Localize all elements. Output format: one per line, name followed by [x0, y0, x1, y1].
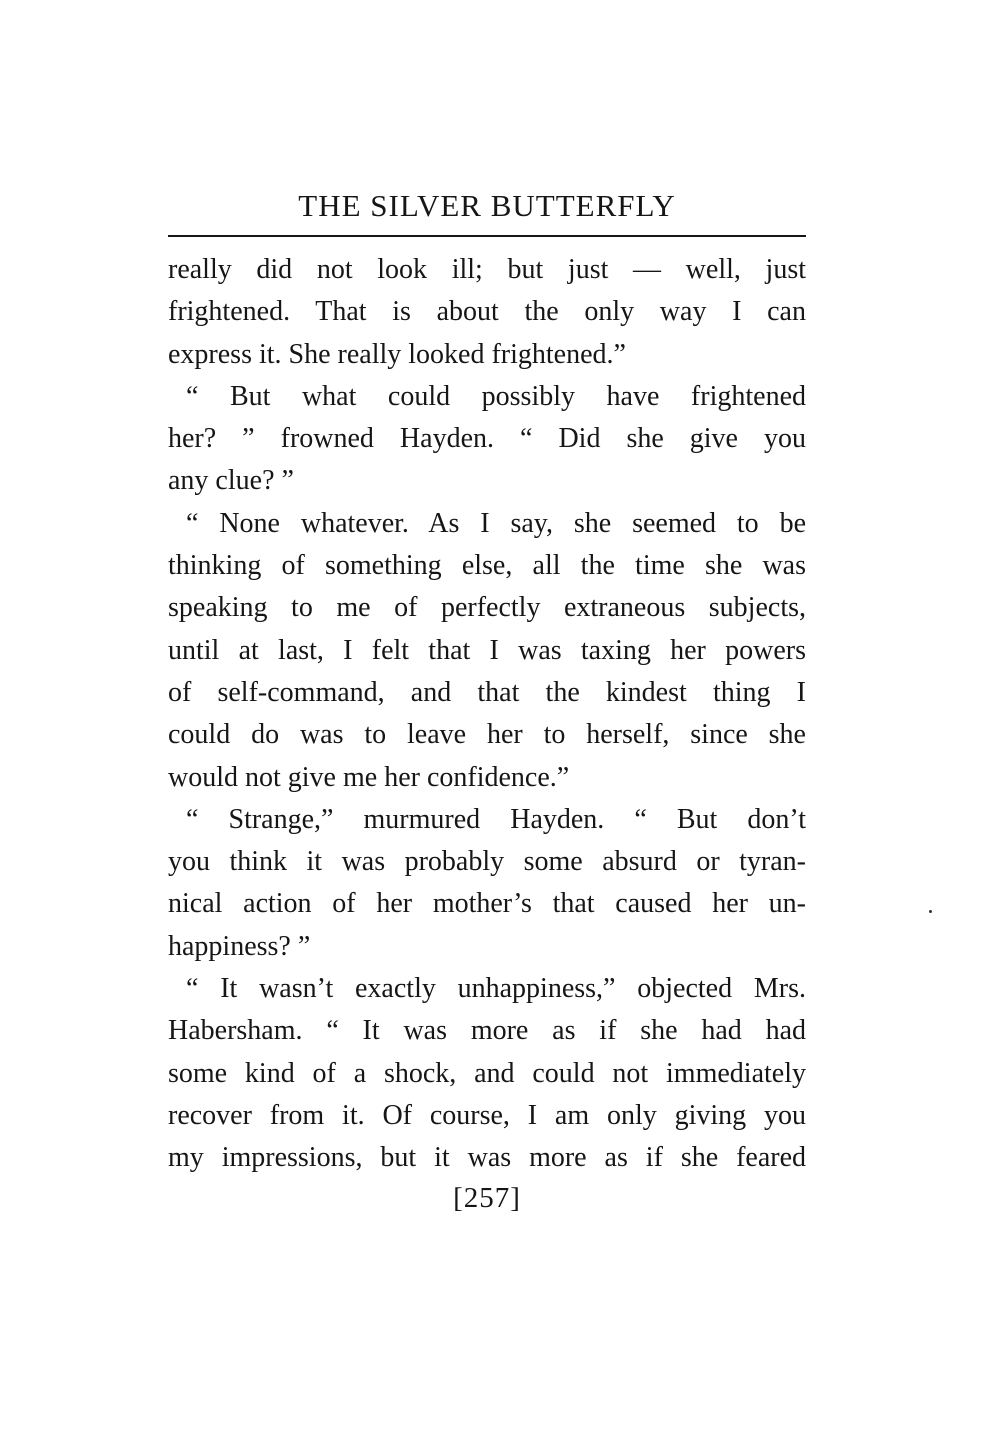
text-line: could do was to leave her to herself, since she [168, 719, 806, 751]
text-line: Habersham. “ It was more as if she had had [168, 1015, 806, 1047]
page-number: [257] [453, 1182, 521, 1214]
text-line: until at last, I felt that I was taxing her powers [168, 634, 806, 666]
body-text [168, 249, 806, 1180]
text-line: would not give me her confidence.” [168, 761, 570, 793]
text-line: my impressions, but it was more as if she feared [168, 1142, 806, 1174]
text-line: express it. She really looked frightened.” [168, 338, 626, 370]
header-rule [168, 235, 806, 237]
text-line: happiness? ” [168, 930, 311, 962]
text-line: frightened. That is about the only way I can [168, 296, 806, 328]
text-line: recover from it. Of course, I am only giving you [168, 1099, 806, 1131]
text-line: some kind of a shock, and could not immediately [168, 1057, 806, 1089]
text-line: really did not look ill; but just — well, just [168, 254, 806, 285]
text-line: her? ” frowned Hayden. “ Did she give you [168, 423, 806, 455]
text-line: thinking of something else, all the time she was [168, 550, 806, 582]
running-head: THE SILVER BUTTERFLY [298, 188, 676, 223]
text-line: “ None whatever. As I say, she seemed to be [186, 507, 806, 539]
text-line: “ It wasn’t exactly unhappiness,” objected Mrs. [186, 973, 806, 1005]
text-line: of self-command, and that the kindest thing I [168, 676, 806, 708]
text-line: you think it was probably some absurd or tyran- [168, 846, 806, 878]
text-line: nical action of her mother’s that caused her un- [168, 888, 806, 920]
text-line: any clue? ” [168, 465, 294, 497]
text-line: “ Strange,” murmured Hayden. “ But don’t [186, 803, 806, 835]
scan-speck [929, 910, 932, 913]
text-line: speaking to me of perfectly extraneous subjects, [168, 592, 806, 624]
text-line: “ But what could possibly have frightened [186, 380, 806, 412]
